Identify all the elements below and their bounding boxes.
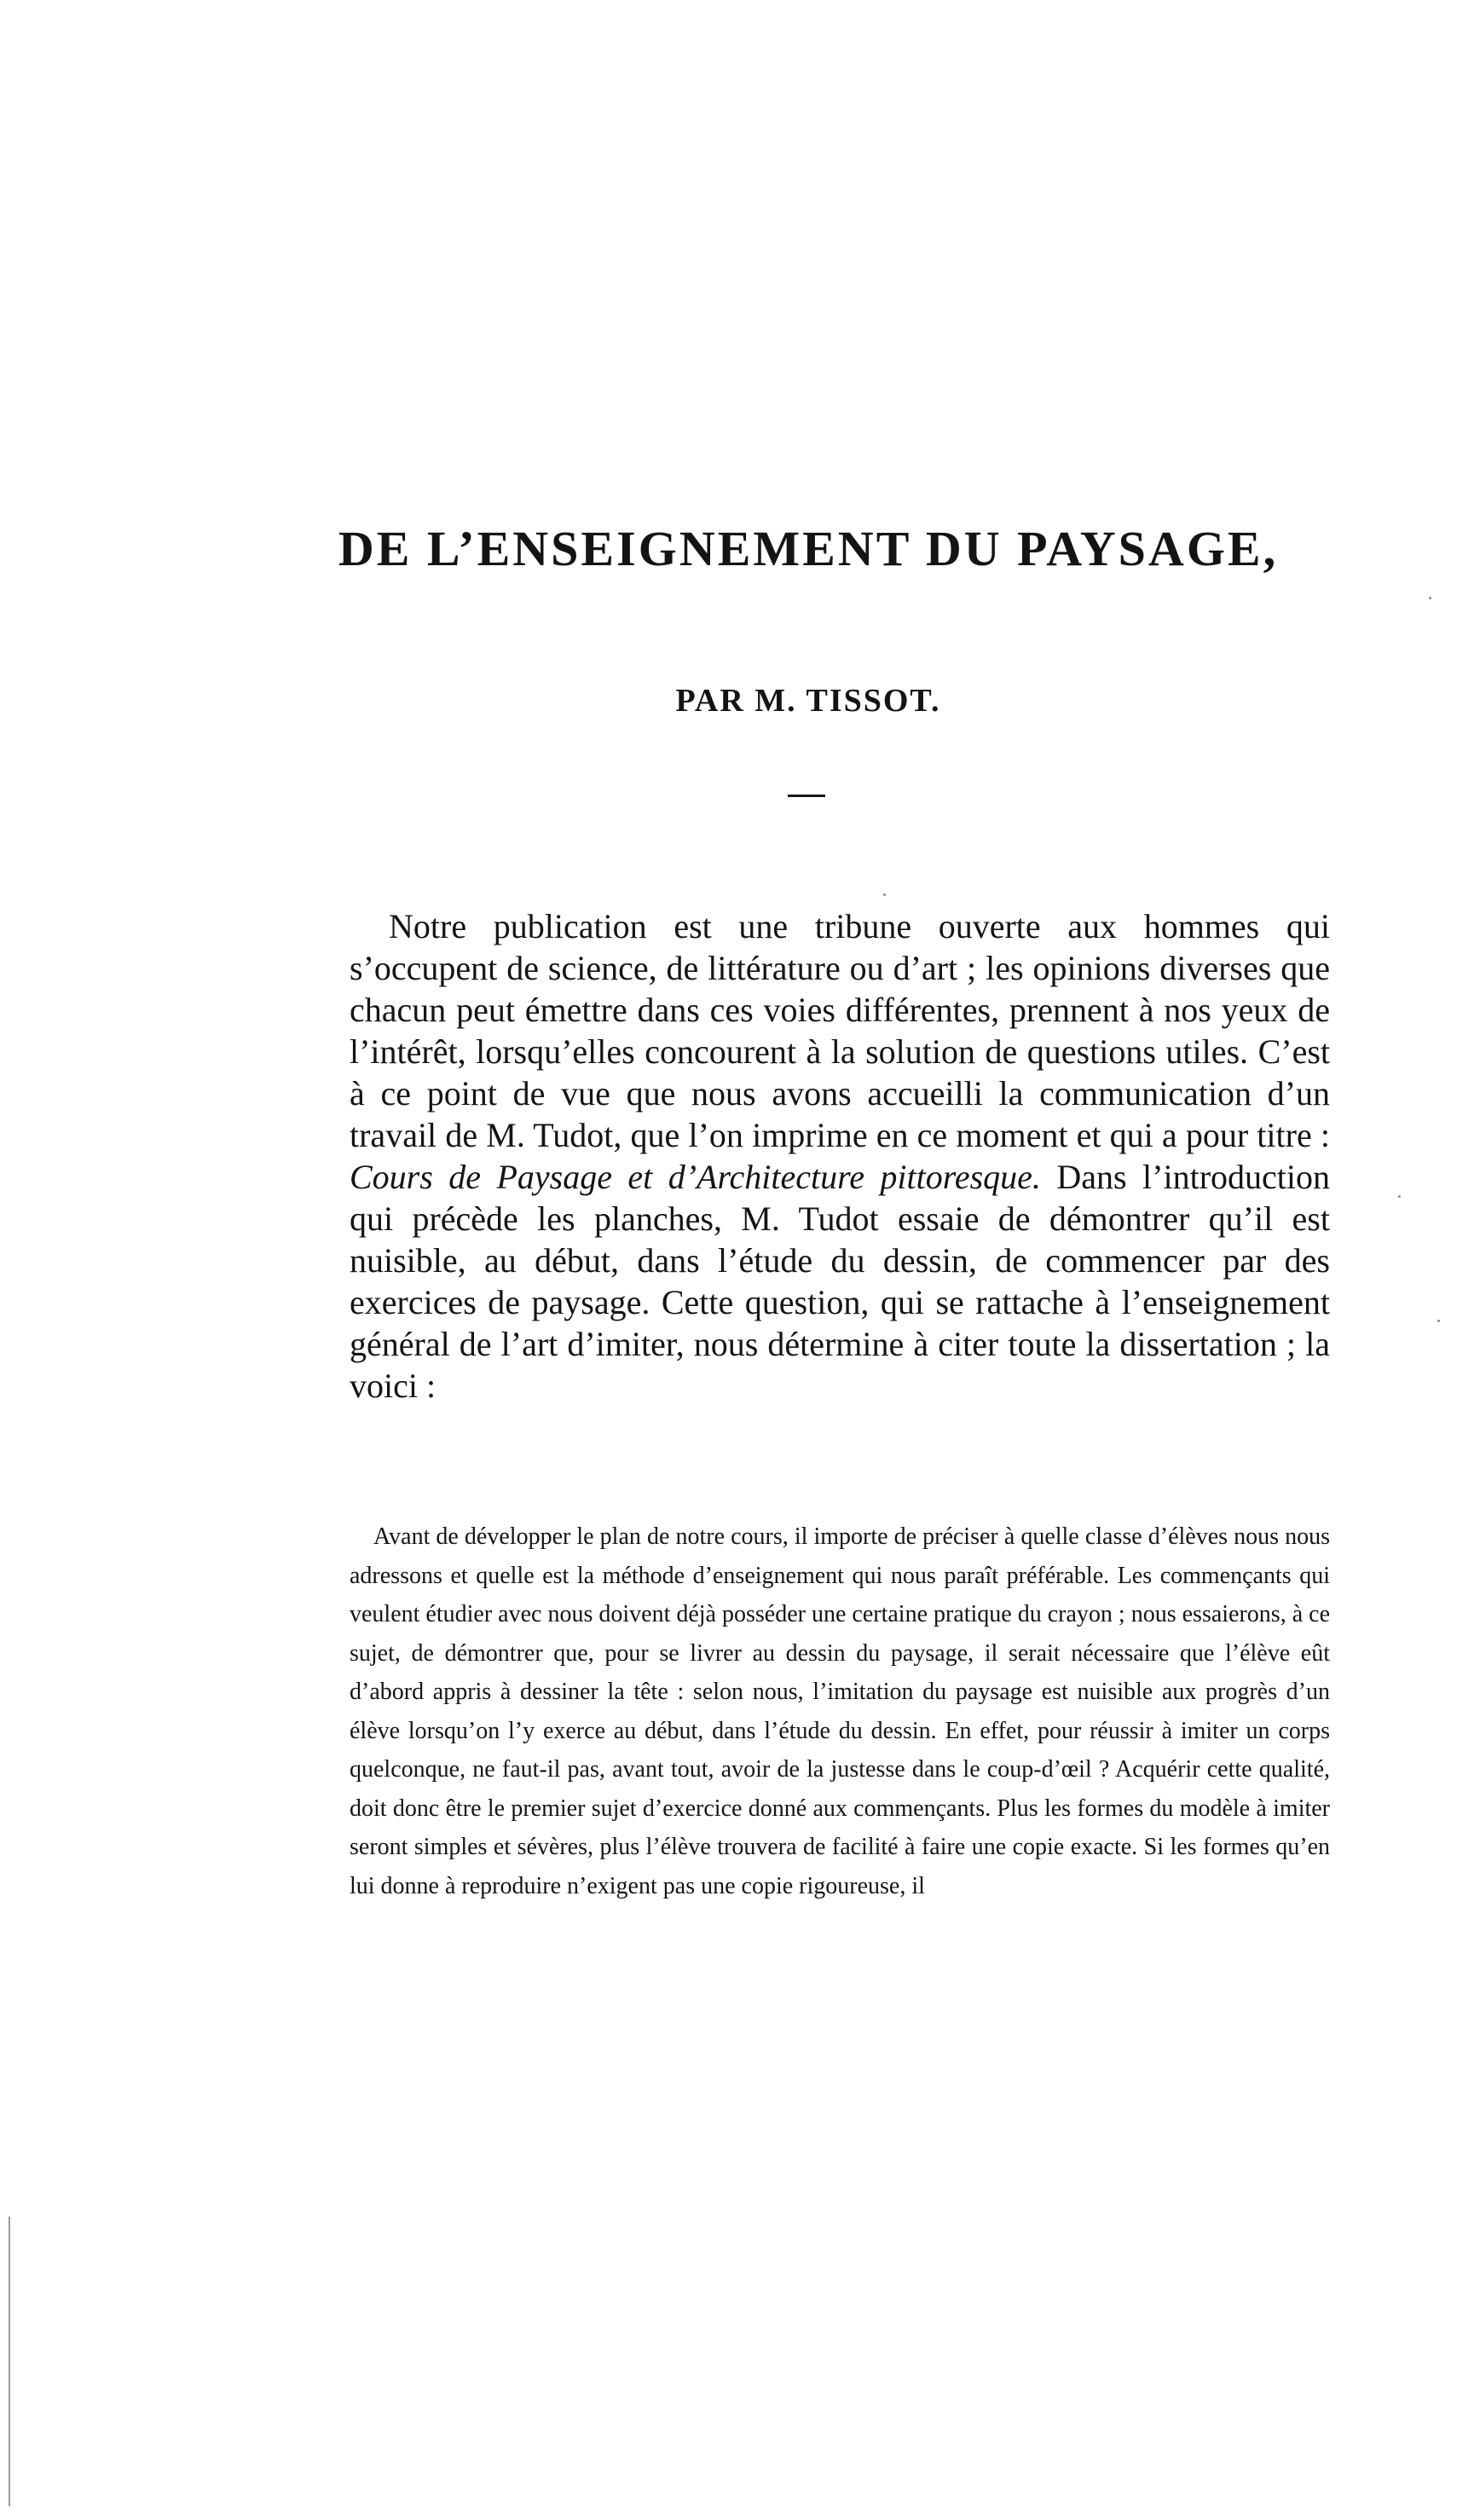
intro-text-end: Dans l’introduction qui précède les planches, M. Tudot essaie de démontrer qu’il est nuisible, au début, dans l’étude du dessin, de commencer par des exercices de paysage. Cette question, qui se rattache à l’enseignement général de l’art d’imiter, nous détermine à citer toute la dissertation ; la voici : (350, 1158, 1330, 1405)
scan-speck (1398, 1195, 1401, 1198)
scan-speck (883, 893, 886, 896)
intro-paragraph (350, 905, 1330, 1407)
course-title: Cours de Paysage et d’Architecture pittoresque. (350, 1158, 1041, 1196)
intro-text-start: Notre publication est une tribune ouverte aux hommes qui s’occupent de science, de littérature ou d’art ; les opinions diverses que chacun peut émettre dans ces voies différentes, prennent à nos yeux de l’intérêt, lorsqu’elles concourent à la solution de questions utiles. C’est à ce point de vue que nous avons accueilli la communication d’un travail de M. Tudot, que l’on imprime en ce moment et qui a pour titre : (350, 907, 1330, 1154)
scan-margin-line (9, 2217, 10, 2506)
article-title: DE L’ENSEIGNEMENT DU PAYSAGE, (338, 521, 1279, 576)
scan-speck (1437, 1320, 1440, 1322)
article-author: PAR M. TISSOT. (675, 683, 941, 719)
scan-speck (1429, 597, 1431, 599)
quoted-dissertation: Avant de développer le plan de notre cours, il importe de préciser à quelle classe d’élèves nous nous adressons et quelle est la méthode d’enseignement qui nous paraît préférable. Les commençants qui veulent étudier avec nous doivent déjà posséder une certaine pratique du crayon ; nous essaierons, à ce sujet, de démontrer que, pour se livrer au dessin du paysage, il serait nécessaire que l’élève eût d’abord appris à dessiner la tête : selon nous, l’imitation du paysage est nuisible aux progrès d’un élève lorsqu’on l’y exerce au début, dans l’étude du dessin. En effet, pour réussir à imiter un corps quelconque, ne faut-il pas, avant tout, avoir de la justesse dans le coup-d’œil ? Acquérir cette qualité, doit donc être le premier sujet d’exercice donné aux commençants. Plus les formes du modèle à imiter seront simples et sévères, plus l’élève trouvera de facilité à faire une copie exacte. Si les formes qu’en lui donne à reproduire n’exigent pas une copie rigoureuse, il (350, 1523, 1330, 1899)
title-separator (788, 795, 825, 797)
